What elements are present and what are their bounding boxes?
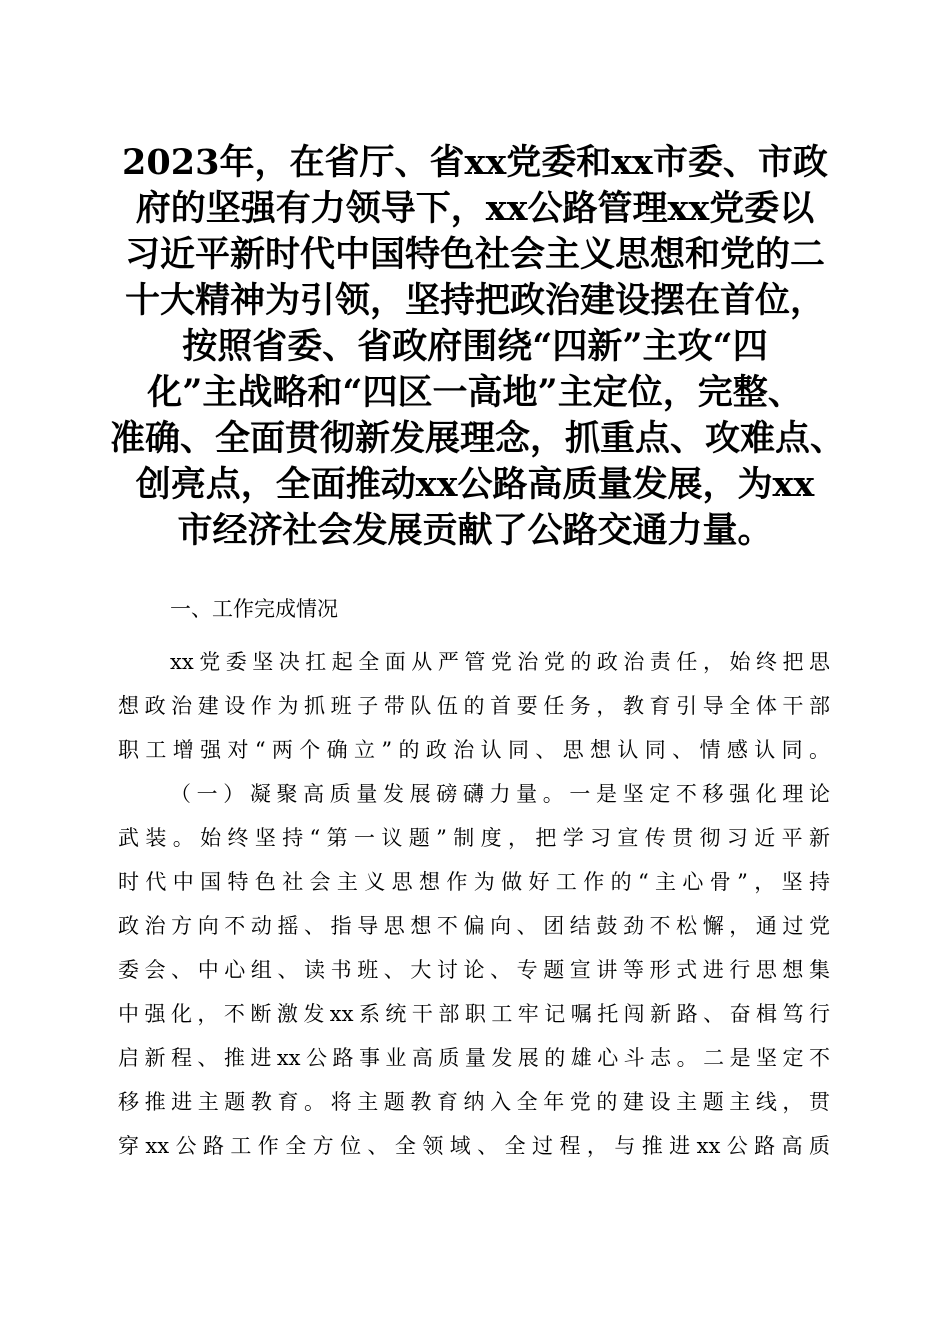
section-heading: 一、工作完成情况 [170,597,338,621]
paragraph-line: （一）凝聚高质量发展磅礴力量。一是坚定不移强化理论 [170,782,830,806]
title-line: 2023年，在省厅、省xx党委和xx市委、市政 [122,142,828,183]
title-line: 习近平新时代中国特色社会主义思想和党的二 [124,234,825,275]
title-line: 准确、全面贯彻新发展理念，抓重点、攻难点、 [110,418,846,459]
title-line: 府的坚强有力领导下，xx公路管理xx党委以 [135,188,815,229]
body-text [118,640,830,1168]
paragraph-line: 移推进主题教育。将主题教育纳入全年党的建设主题主线，贯 [118,1090,830,1114]
paragraph-line: 想政治建设作为抓班子带队伍的首要任务，教育引导全体干部 [118,694,830,718]
title-line: 创亮点，全面推动xx公路高质量发展，为xx [135,464,815,505]
paragraph-line: 时代中国特色社会主义思想作为做好工作的“主心骨”，坚持 [118,870,830,894]
paragraph-line: xx党委坚决扛起全面从严管党治党的政治责任，始终把思 [170,650,830,674]
paragraph-line: 中强化，不断激发xx系统干部职工牢记嘱托闯新路、奋楫笃行 [118,1002,830,1026]
paragraph-2 [118,772,830,1168]
title-line: 按照省委、省政府围绕“四新”主攻“四 [182,326,768,367]
paragraph-line: 穿xx公路工作全方位、全领域、全过程，与推进xx公路高质 [118,1134,830,1158]
paragraph-line: 启新程、推进xx公路事业高质量发展的雄心斗志。二是坚定不 [118,1046,830,1070]
title-line: 十大精神为引领，坚持把政治建设摆在首位， [124,280,825,321]
paragraph-line: 委会、中心组、读书班、大讨论、专题宣讲等形式进行思想集 [118,958,830,982]
paragraph-line: 武装。始终坚持“第一议题”制度，把学习宣传贯彻习近平新 [118,826,830,850]
document-title [110,140,846,554]
paragraph-line: 职工增强对“两个确立”的政治认同、思想认同、情感认同。 [118,738,830,762]
paragraph-1 [118,640,830,772]
title-line: 化”主战略和“四区一高地”主定位，完整、 [147,372,803,413]
title-line: 市经济社会发展贡献了公路交通力量。 [177,510,773,551]
paragraph-line: 政治方向不动摇、指导思想不偏向、团结鼓劲不松懈，通过党 [118,914,830,938]
